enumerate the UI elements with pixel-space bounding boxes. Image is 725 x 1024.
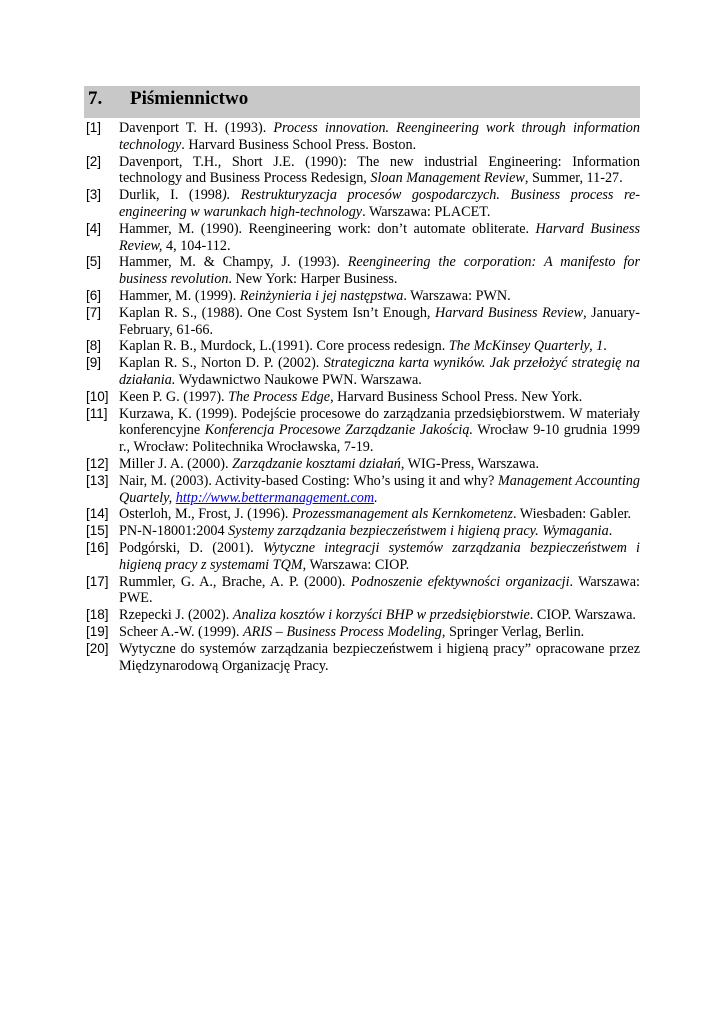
- reference-text: , Springer Verlag, Berlin.: [441, 623, 585, 640]
- reference-italic-text: The Process Edge: [228, 388, 331, 405]
- reference-item: [84, 523, 640, 540]
- reference-text: Wydawnictwo Naukowe PWN. Warszawa.: [175, 371, 422, 388]
- reference-italic-text: Systemy zarządzania bezpieczeństwem i higieną pracy. Wymagania: [228, 523, 609, 540]
- reference-label: [4]: [86, 220, 102, 236]
- reference-italic-text: Sloan Management Review: [370, 170, 525, 187]
- reference-text: . Warszawa: PWE.: [119, 573, 640, 607]
- reference-text: Keen P. G. (1997).: [119, 388, 229, 405]
- reference-italic-text: Management Accounting Quartely,: [119, 472, 640, 506]
- section-number: 7.: [88, 88, 103, 109]
- reference-item: [84, 254, 640, 288]
- reference-label: [6]: [86, 287, 102, 303]
- section-heading: [84, 86, 640, 118]
- reference-label: [2]: [86, 153, 102, 169]
- reference-text: Rummler, G. A., Brache, A. P. (2000).: [119, 573, 351, 590]
- reference-italic-text: ARIS – Business Process Modeling: [242, 623, 442, 640]
- reference-text: . Warszawa: PLACET.: [362, 203, 491, 220]
- reference-text: Davenport T. H. (1993).: [119, 120, 274, 136]
- reference-label: [9]: [86, 355, 102, 371]
- reference-item: [84, 288, 640, 305]
- reference-italic-text: Konferencja Procesowe Zarządzanie Jakością.: [204, 422, 473, 439]
- reference-text: Kurzawa, K. (1999). Podejście procesowe do zarządzania przedsiębiorstwem. W materiały konferencyjne: [119, 405, 640, 439]
- reference-italic-text: The McKinsey Quarterly, 1: [448, 338, 604, 355]
- reference-link[interactable]: http://www.bettermanagement.com: [175, 489, 375, 506]
- reference-text: , January-February, 61-66.: [119, 304, 640, 338]
- reference-label: [18]: [86, 607, 109, 623]
- reference-label: [15]: [86, 523, 109, 539]
- reference-item: [84, 338, 640, 355]
- reference-item: [84, 624, 640, 641]
- reference-text: Kaplan R. S., (1988). One Cost System Isn’t Enough,: [119, 304, 436, 321]
- reference-text: Wytyczne do systemów zarządzania bezpieczeństwem i higieną pracy” opracowane przez Międzynarodową Organizację Pracy.: [119, 640, 640, 674]
- reference-label: [20]: [86, 640, 109, 656]
- reference-item: [84, 389, 640, 406]
- reference-item: [84, 355, 640, 389]
- reference-label: [13]: [86, 472, 109, 488]
- reference-text: Nair, M. (2003). Activity-based Costing: Who’s using it and why?: [119, 472, 498, 489]
- reference-label: [7]: [86, 304, 102, 320]
- reference-italic-text: Harvard Business Review,: [119, 220, 640, 254]
- reference-text: Davenport, T.H., Short J.E. (1990): The new industrial Engineering: Information technology and Business Process Redesign,: [119, 153, 640, 187]
- reference-text: Hammer, M. (1990). Reengineering work: don’t automate obliterate.: [119, 220, 536, 237]
- reference-italic-text: Harvard Business Review: [435, 304, 584, 321]
- reference-text: Podgórski, D. (2001).: [119, 539, 263, 556]
- reference-item: [84, 221, 640, 255]
- reference-italic-text: Strategiczna karta wyników. Jak przełożyć strategię na działania.: [119, 355, 640, 388]
- reference-text: , WIG-Press, Warszawa.: [400, 455, 540, 472]
- reference-label: [11]: [86, 405, 108, 421]
- reference-item: [84, 154, 640, 188]
- reference-italic-text: Zarządzanie kosztami działań: [232, 455, 401, 472]
- reference-label: [10]: [86, 388, 109, 404]
- reference-text: .: [608, 523, 613, 540]
- reference-label: [12]: [86, 455, 109, 471]
- reference-text: PN-N-18001:2004: [119, 523, 229, 540]
- reference-label: [1]: [86, 120, 102, 135]
- reference-item: [84, 456, 640, 473]
- reference-item: [84, 574, 640, 608]
- reference-item: [84, 641, 640, 675]
- reference-label: [17]: [86, 573, 109, 589]
- reference-text: Hammer, M. (1999).: [119, 287, 240, 304]
- reference-italic-text: Wytyczne integracji systemów zarządzania bezpieczeństwem i higieną pracy z systemami TQM: [119, 539, 640, 573]
- reference-item: [84, 187, 640, 221]
- reference-item: [84, 540, 640, 574]
- reference-text: Kaplan R. B., Murdock, L.(1991). Core process redesign.: [119, 338, 449, 355]
- reference-text: Scheer A.-W. (1999).: [119, 623, 243, 640]
- reference-italic-text: ). Restrukturyzacja procesów gospodarczych. Business process re-engineering w warunkach high-technology: [119, 187, 640, 220]
- reference-label: [3]: [86, 187, 102, 203]
- reference-label: [19]: [86, 623, 109, 639]
- reference-italic-text: Podnoszenie efektywności organizacji: [350, 573, 570, 590]
- reference-text: . New York: Harper Business.: [228, 271, 398, 288]
- reference-text: Hammer, M. & Champy, J. (1993).: [119, 254, 348, 271]
- reference-text: Miller J. A. (2000).: [119, 455, 233, 472]
- reference-item: [84, 607, 640, 624]
- reference-label: [8]: [86, 338, 102, 354]
- reference-italic-text: Process innovation. Reengineering work through information technology: [119, 120, 640, 153]
- reference-text: , Harvard Business School Press. New York.: [330, 388, 583, 405]
- reference-item: [84, 506, 640, 523]
- reference-italic-text: Reengineering the corporation: A manifesto for business revolution: [119, 254, 641, 288]
- reference-text: Rzepecki J. (2002).: [119, 607, 233, 624]
- reference-item: [84, 305, 640, 339]
- reference-text: . CIOP. Warszawa.: [529, 607, 636, 624]
- reference-item: [84, 406, 640, 456]
- reference-text: , Warszawa: CIOP.: [302, 556, 410, 573]
- reference-item: [84, 120, 640, 154]
- reference-item: [84, 473, 640, 507]
- reference-text: Kaplan R. S., Norton D. P. (2002).: [119, 355, 324, 372]
- reference-text: . Warszawa: PWN.: [403, 287, 511, 304]
- reference-italic-text: Reinżynieria i jej następstwa: [239, 287, 404, 304]
- reference-text: Wrocław 9-10 grudnia 1999 r., Wrocław: Politechnika Wrocławska, 7-19.: [119, 422, 640, 456]
- reference-label: [14]: [86, 506, 109, 522]
- reference-text: . Wiesbaden: Gabler.: [512, 506, 632, 523]
- reference-italic-text: Analiza kosztów i korzyści BHP w przedsiębiorstwie: [232, 607, 530, 624]
- reference-text: 4, 104-112.: [162, 237, 231, 254]
- reference-text: . Harvard Business School Press. Boston.: [181, 136, 417, 153]
- reference-italic-text: Prozessmanagement als Kernkometenz: [292, 506, 513, 523]
- reference-label: [5]: [86, 254, 102, 270]
- reference-text: , Summer, 11-27.: [524, 170, 623, 187]
- reference-text: Durlik, I. (1998: [119, 187, 222, 204]
- reference-italic-text: .: [374, 489, 378, 506]
- reference-text: .: [603, 338, 607, 355]
- reference-list: [84, 120, 640, 674]
- reference-text: Osterloh, M., Frost, J. (1996).: [119, 506, 293, 523]
- section-title: Piśmiennictwo: [130, 88, 249, 109]
- reference-label: [16]: [86, 539, 109, 555]
